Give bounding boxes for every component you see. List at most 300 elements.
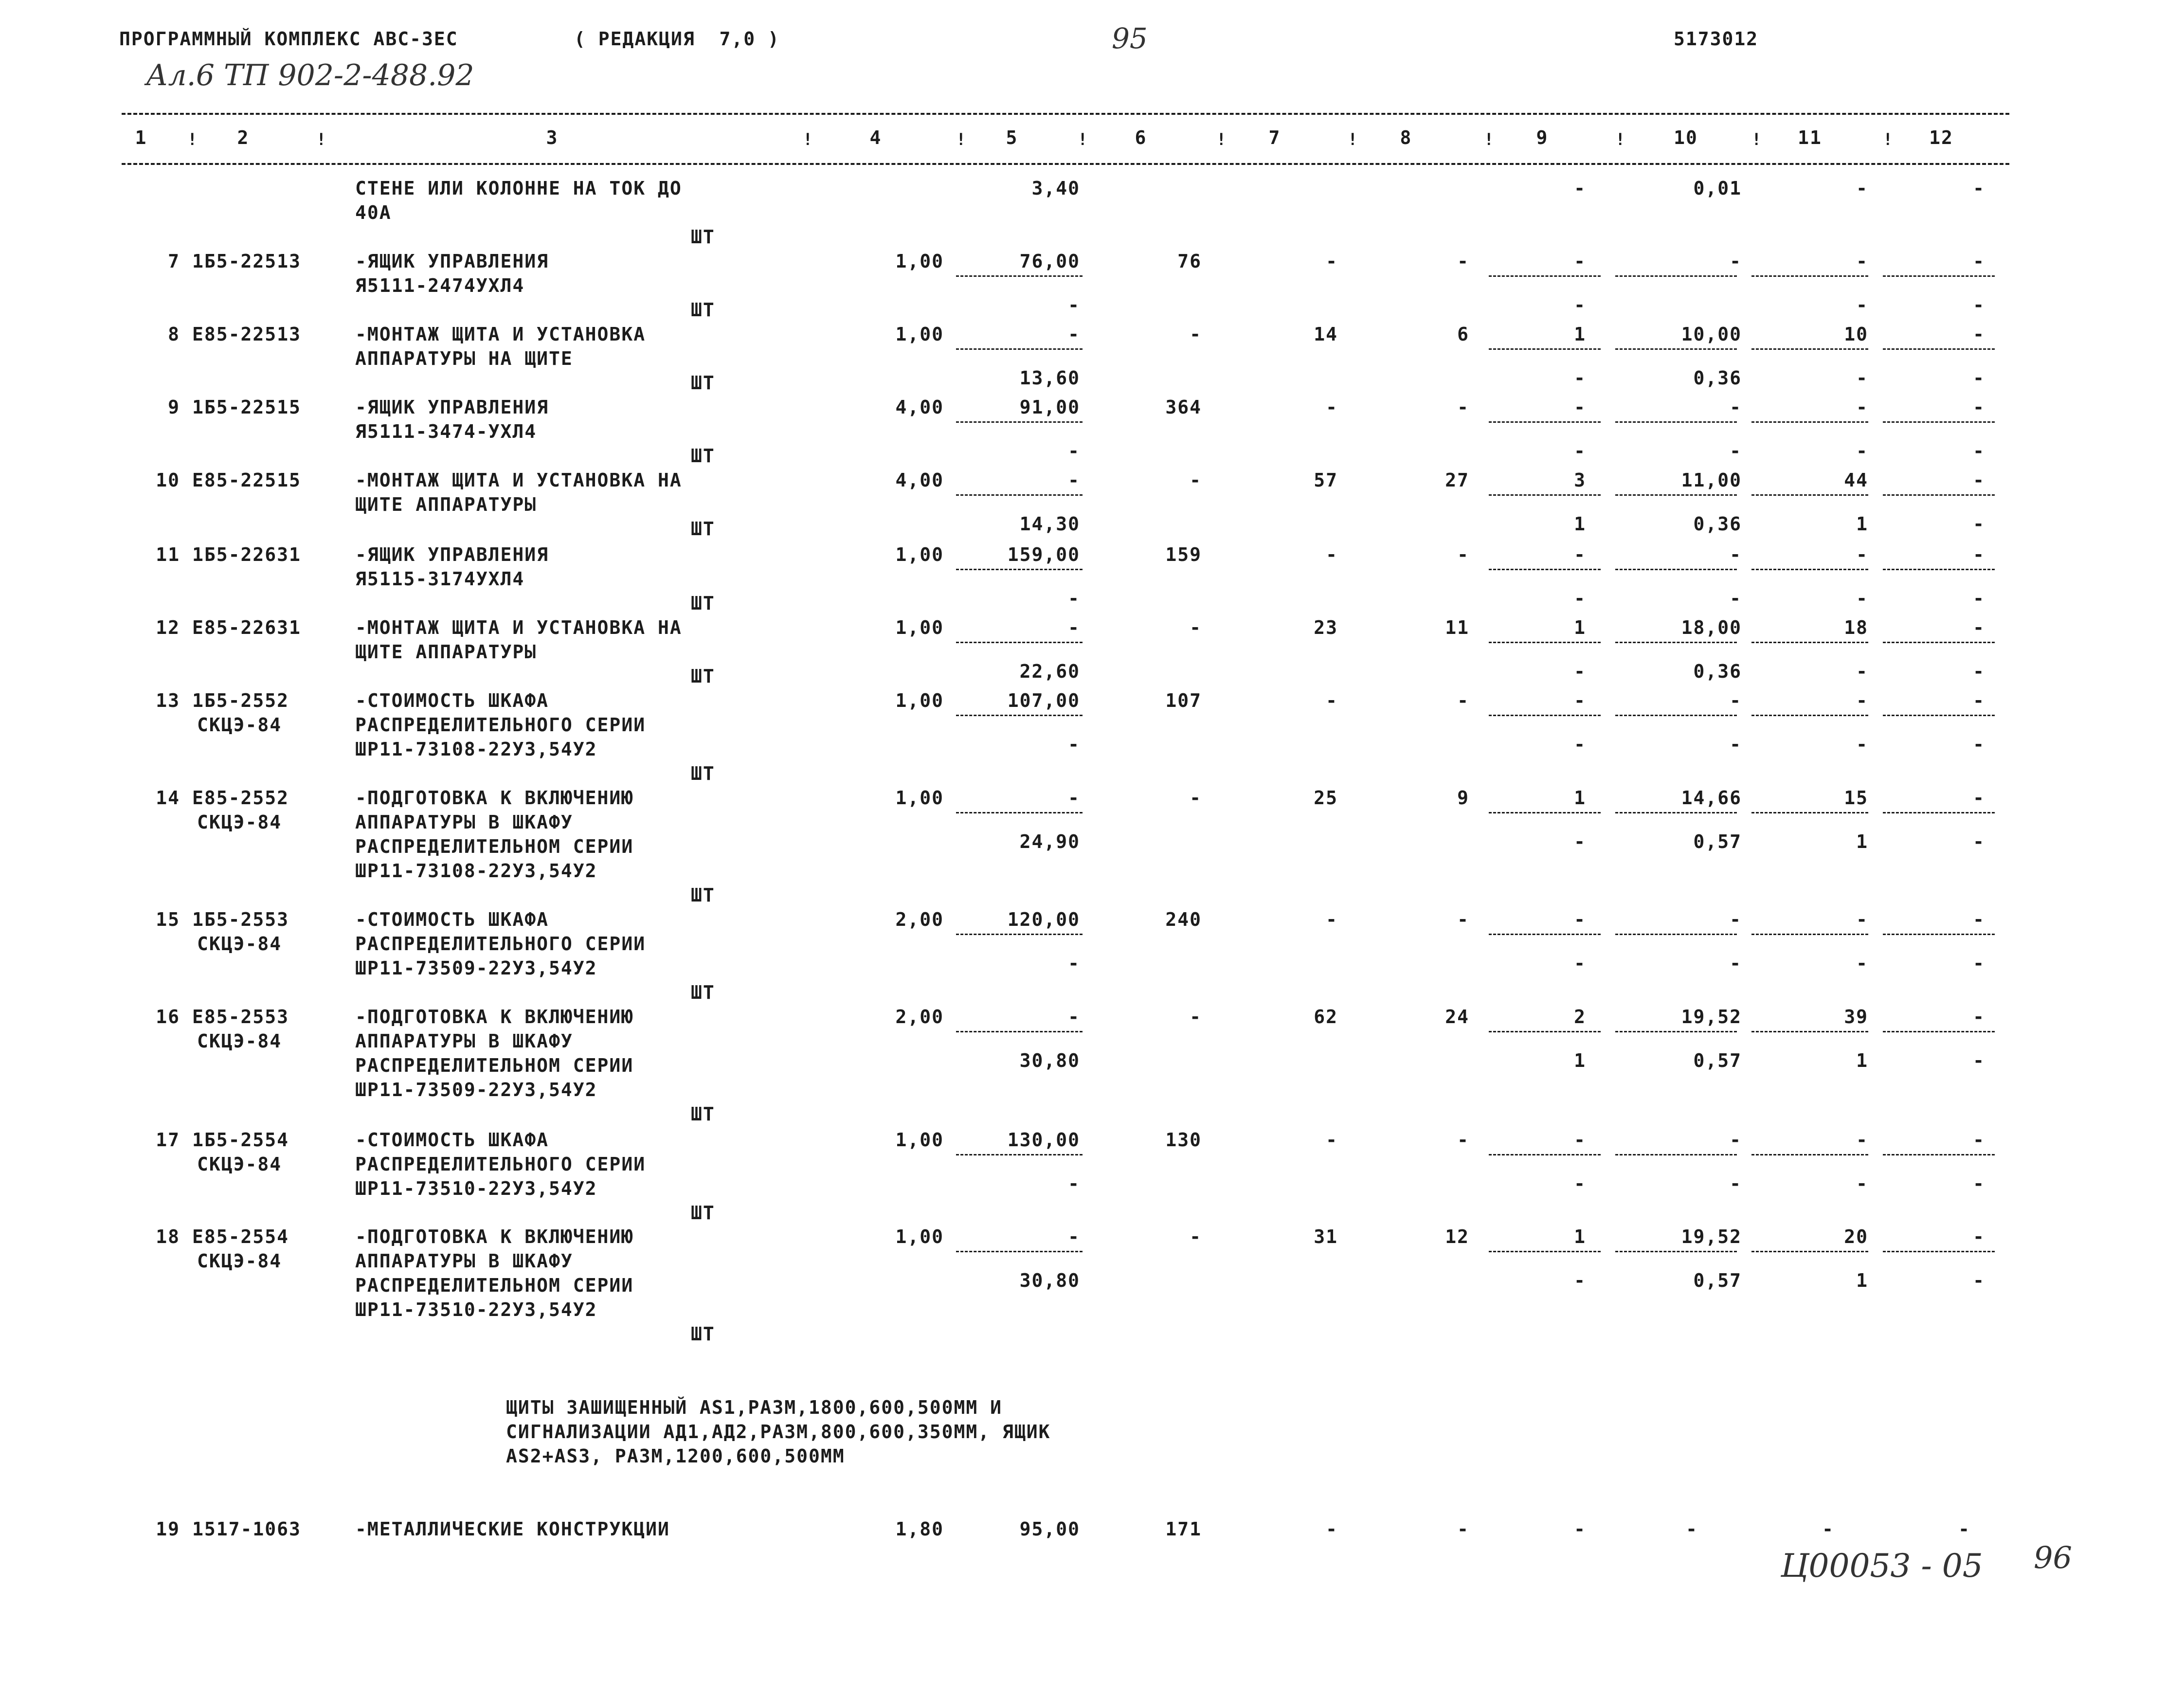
col-12-top: - — [1973, 787, 1985, 809]
dashed-rule — [1883, 1251, 1995, 1252]
col-9-bottom: - — [1574, 1173, 1586, 1194]
column-separator: ! — [956, 130, 967, 149]
unit-price: 3,40 — [1031, 178, 1080, 199]
col-12-top: - — [1973, 1226, 1985, 1247]
dashed-rule — [1751, 715, 1868, 716]
col-8: - — [1457, 251, 1469, 272]
col-10: - — [1686, 1518, 1698, 1540]
unit-label: ШТ — [691, 518, 715, 540]
col-11-bottom: - — [1856, 661, 1868, 682]
column-separator: ! — [187, 130, 199, 149]
unit-price-sub: - — [1068, 734, 1080, 755]
column-header: 4 — [869, 127, 882, 148]
col-10-top: - — [1730, 690, 1742, 711]
dashed-rule — [1751, 1031, 1868, 1032]
column-header: 5 — [1006, 127, 1018, 148]
col-11-top: 18 — [1844, 617, 1868, 638]
total-cost: 364 — [1165, 397, 1202, 418]
row-number: 18 — [156, 1226, 180, 1247]
row-number: 13 — [156, 690, 180, 711]
unit-label: ШТ — [691, 666, 715, 687]
col-12-value: - — [1973, 178, 1985, 199]
total-cost: - — [1190, 1006, 1202, 1028]
col-8: 11 — [1445, 617, 1469, 638]
col-12-top: - — [1973, 251, 1985, 272]
col-7: 31 — [1314, 1226, 1338, 1247]
col-8: 12 — [1445, 1226, 1469, 1247]
unit-price-sub: - — [1068, 294, 1080, 316]
col-11-top: 10 — [1844, 324, 1868, 345]
dashed-rule — [1751, 934, 1868, 935]
dashed-rule — [956, 1251, 1083, 1252]
item-code: Е85-22515 — [192, 469, 301, 491]
quantity: 1,80 — [895, 1518, 944, 1540]
col-10-bottom: 0,57 — [1693, 1270, 1742, 1291]
item-code-secondary: СКЦЭ-84 — [197, 811, 282, 833]
col-10-top: - — [1730, 1129, 1742, 1151]
col-9-bottom: - — [1574, 953, 1586, 974]
col-9-top: - — [1574, 251, 1586, 272]
item-description: ЩИТЕ АППАРАТУРЫ — [355, 641, 537, 663]
col-11-top: 39 — [1844, 1006, 1868, 1028]
item-code-secondary: СКЦЭ-84 — [197, 1154, 282, 1175]
item-description: РАСПРЕДЕЛИТЕЛЬНОГО СЕРИИ — [355, 933, 646, 955]
item-code: 1517-1063 — [192, 1518, 301, 1540]
col-10-value: 0,01 — [1693, 178, 1742, 199]
item-description: ЩИТЕ АППАРАТУРЫ — [355, 494, 537, 515]
column-header: 7 — [1268, 127, 1281, 148]
dashed-rule — [1751, 275, 1868, 277]
col-9-top: - — [1574, 544, 1586, 565]
item-code-secondary: СКЦЭ-84 — [197, 1030, 282, 1052]
sheet-number: 96 — [2034, 1540, 2072, 1575]
col-10-top: 14,66 — [1681, 787, 1742, 809]
col-12-bottom: - — [1973, 953, 1985, 974]
col-9: - — [1574, 1518, 1586, 1540]
dashed-rule — [1883, 715, 1995, 716]
dashed-rule — [1489, 1154, 1601, 1155]
col-11-top: 20 — [1844, 1226, 1868, 1247]
dashed-rule — [1489, 812, 1601, 813]
row-number: 11 — [156, 544, 180, 565]
dashed-rule — [1751, 1154, 1868, 1155]
col-11: - — [1822, 1518, 1834, 1540]
dashed-rule — [1751, 642, 1868, 643]
item-code: 1Б5-2552 — [192, 690, 289, 711]
col-11-value: - — [1856, 178, 1868, 199]
total-cost: 171 — [1165, 1518, 1202, 1540]
item-code: 1Б5-2554 — [192, 1129, 289, 1151]
dashed-rule — [1615, 569, 1737, 570]
col-10-top: - — [1730, 909, 1742, 930]
dashed-rule — [1883, 494, 1995, 496]
dashed-rule — [1489, 1031, 1601, 1032]
col-12: - — [1958, 1518, 1970, 1540]
col-11-top: - — [1856, 1129, 1868, 1151]
dashed-rule — [1615, 421, 1737, 423]
item-description: -СТОИМОСТЬ ШКАФА — [355, 1129, 549, 1151]
column-header: 6 — [1135, 127, 1147, 148]
col-10-top: 11,00 — [1681, 469, 1742, 491]
dashed-rule — [1489, 934, 1601, 935]
dashed-rule — [956, 812, 1083, 813]
item-description: -ПОДГОТОВКА К ВКЛЮЧЕНИЮ — [355, 1006, 634, 1028]
col-12-bottom: - — [1973, 1270, 1985, 1291]
col-12-bottom: - — [1973, 831, 1985, 852]
col-9-top: - — [1574, 397, 1586, 418]
dashed-rule — [1615, 275, 1737, 277]
dashed-rule — [956, 1154, 1083, 1155]
section-note: СИГНАЛИЗАЦИИ АД1,АД2,РАЗМ,800,600,350ММ, ЯЩИК — [506, 1421, 1051, 1443]
col-11-bottom: - — [1856, 367, 1868, 389]
col-11-top: - — [1856, 909, 1868, 930]
col-8: - — [1457, 544, 1469, 565]
dashed-rule — [1489, 275, 1601, 277]
col-10-top: 18,00 — [1681, 617, 1742, 638]
dashed-rule — [956, 934, 1083, 935]
col-9-top: 2 — [1574, 1006, 1586, 1028]
dashed-rule — [1489, 1251, 1601, 1252]
dashed-rule — [1615, 1251, 1737, 1252]
col-11-bottom: - — [1856, 953, 1868, 974]
column-separator: ! — [1078, 130, 1089, 149]
total-cost: 107 — [1165, 690, 1202, 711]
col-10-bottom: 0,36 — [1693, 513, 1742, 535]
col-8: - — [1457, 690, 1469, 711]
col-9-bottom: 1 — [1574, 1050, 1586, 1071]
quantity: 2,00 — [895, 1006, 944, 1028]
item-description: -ЯЩИК УПРАВЛЕНИЯ — [355, 251, 549, 272]
row-number: 15 — [156, 909, 180, 930]
col-9-top: 1 — [1574, 1226, 1586, 1247]
col-12-top: - — [1973, 1129, 1985, 1151]
column-header: 3 — [546, 127, 559, 148]
row-number: 19 — [156, 1518, 180, 1540]
col-12-bottom: - — [1973, 367, 1985, 389]
total-cost: - — [1190, 617, 1202, 638]
col-9-bottom: - — [1574, 294, 1586, 316]
dashed-rule — [1751, 494, 1868, 496]
item-description: Я5115-3174УХЛ4 — [355, 568, 525, 590]
quantity: 1,00 — [895, 324, 944, 345]
dashed-rule — [122, 163, 2009, 165]
row-number: 16 — [156, 1006, 180, 1028]
col-11-top: - — [1856, 397, 1868, 418]
unit-price-sub: - — [1068, 1173, 1080, 1194]
col-11-top: - — [1856, 690, 1868, 711]
dashed-rule — [1489, 494, 1601, 496]
column-separator: ! — [803, 130, 814, 149]
total-cost: - — [1190, 469, 1202, 491]
item-code: 1Б5-22515 — [192, 397, 301, 418]
col-12-top: - — [1973, 690, 1985, 711]
item-code: Е85-2552 — [192, 787, 289, 809]
total-cost: - — [1190, 1226, 1202, 1247]
total-cost: - — [1190, 324, 1202, 345]
col-12-top: - — [1973, 469, 1985, 491]
col-7: 57 — [1314, 469, 1338, 491]
dashed-rule — [1615, 1031, 1737, 1032]
column-separator: ! — [1484, 130, 1495, 149]
item-description: АППАРАТУРЫ НА ЩИТЕ — [355, 348, 573, 369]
dashed-rule — [1883, 275, 1995, 277]
quantity: 1,00 — [895, 787, 944, 809]
item-code-secondary: СКЦЭ-84 — [197, 714, 282, 736]
col-9-top: - — [1574, 1129, 1586, 1151]
dashed-rule — [1615, 1154, 1737, 1155]
col-9-top: - — [1574, 909, 1586, 930]
col-9-bottom: - — [1574, 661, 1586, 682]
dashed-rule — [1615, 494, 1737, 496]
item-description: -СТОИМОСТЬ ШКАФА — [355, 909, 549, 930]
col-12-bottom: - — [1973, 440, 1985, 462]
dashed-rule — [956, 494, 1083, 496]
column-header: 10 — [1674, 127, 1698, 148]
col-12-top: - — [1973, 397, 1985, 418]
item-description: ШР11-73108-22У3,54У2 — [355, 739, 597, 760]
col-10-bottom: - — [1730, 953, 1742, 974]
dashed-rule — [1615, 812, 1737, 813]
unit-price: 76,00 — [1019, 251, 1080, 272]
unit-label: ШТ — [691, 1323, 715, 1345]
col-10-bottom: - — [1730, 734, 1742, 755]
col-8: - — [1457, 397, 1469, 418]
col-11-top: 44 — [1844, 469, 1868, 491]
quantity: 2,00 — [895, 909, 944, 930]
col-7: - — [1326, 909, 1338, 930]
dashed-rule — [956, 569, 1083, 570]
col-11-bottom: 1 — [1856, 513, 1868, 535]
dashed-rule — [1883, 421, 1995, 423]
row-number: 9 — [168, 397, 180, 418]
unit-price-sub: 14,30 — [1019, 513, 1080, 535]
unit-label: ШТ — [691, 226, 715, 248]
row-number: 7 — [168, 251, 180, 272]
col-7: 25 — [1314, 787, 1338, 809]
col-9-bottom: - — [1574, 1270, 1586, 1291]
unit-price: 107,00 — [1007, 690, 1080, 711]
total-cost: 130 — [1165, 1129, 1202, 1151]
col-12-top: - — [1973, 617, 1985, 638]
dashed-rule — [1883, 569, 1995, 570]
col-12-top: - — [1973, 909, 1985, 930]
col-9-top: 1 — [1574, 324, 1586, 345]
dashed-rule — [956, 421, 1083, 423]
col-8: - — [1457, 1129, 1469, 1151]
col-12-bottom: - — [1973, 1050, 1985, 1071]
col-10-top: 19,52 — [1681, 1006, 1742, 1028]
item-description: -СТОИМОСТЬ ШКАФА — [355, 690, 549, 711]
quantity: 1,00 — [895, 1226, 944, 1247]
dashed-rule — [1615, 715, 1737, 716]
item-description: СТЕНЕ ИЛИ КОЛОННЕ НА ТОК ДО — [355, 178, 682, 199]
col-8: - — [1457, 909, 1469, 930]
col-12-bottom: - — [1973, 661, 1985, 682]
quantity: 1,00 — [895, 544, 944, 565]
item-description: РАСПРЕДЕЛИТЕЛЬНОМ СЕРИИ — [355, 1055, 634, 1076]
column-separator: ! — [1216, 130, 1227, 149]
col-8: 9 — [1457, 787, 1469, 809]
col-11-bottom: - — [1856, 734, 1868, 755]
col-9-top: 1 — [1574, 787, 1586, 809]
dashed-rule — [1489, 348, 1601, 350]
col-12-bottom: - — [1973, 1173, 1985, 1194]
row-number: 14 — [156, 787, 180, 809]
item-description: Я5111-2474УХЛ4 — [355, 275, 525, 296]
unit-price: - — [1068, 1226, 1080, 1247]
quantity: 4,00 — [895, 397, 944, 418]
column-header: 1 — [135, 127, 147, 148]
col-9-top: 3 — [1574, 469, 1586, 491]
column-header: 8 — [1400, 127, 1412, 148]
col-11-bottom: - — [1856, 1173, 1868, 1194]
col-7: - — [1326, 1129, 1338, 1151]
col-7: 14 — [1314, 324, 1338, 345]
col-7: - — [1326, 544, 1338, 565]
col-12-top: - — [1973, 1006, 1985, 1028]
item-description: ШР11-73509-22У3,54У2 — [355, 957, 597, 979]
col-10-bottom: - — [1730, 588, 1742, 609]
item-code: Е85-2554 — [192, 1226, 289, 1247]
unit-price: - — [1068, 324, 1080, 345]
unit-price-sub: 22,60 — [1019, 661, 1080, 682]
unit-price-sub: - — [1068, 953, 1080, 974]
dashed-rule — [1489, 715, 1601, 716]
column-separator: ! — [1348, 130, 1359, 149]
dashed-rule — [1883, 934, 1995, 935]
item-description: -МОНТАЖ ЩИТА И УСТАНОВКА НА — [355, 617, 682, 638]
unit-label: ШТ — [691, 763, 715, 784]
unit-label: ШТ — [691, 1202, 715, 1224]
item-code: Е85-22513 — [192, 324, 301, 345]
col-12-bottom: - — [1973, 734, 1985, 755]
unit-label: ШТ — [691, 1103, 715, 1125]
col-8: 6 — [1457, 324, 1469, 345]
footer-stamp: Ц00053 - 05 — [1781, 1547, 1983, 1585]
item-description: АППАРАТУРЫ В ШКАФУ — [355, 1250, 573, 1272]
unit-price: - — [1068, 787, 1080, 809]
unit-label: ШТ — [691, 372, 715, 394]
dashed-rule — [1615, 348, 1737, 350]
quantity: 4,00 — [895, 469, 944, 491]
col-7: - — [1326, 397, 1338, 418]
col-10-top: 19,52 — [1681, 1226, 1742, 1247]
column-header: 11 — [1798, 127, 1822, 148]
col-11-top: 15 — [1844, 787, 1868, 809]
item-description: -МОНТАЖ ЩИТА И УСТАНОВКА НА — [355, 469, 682, 491]
item-description: -ПОДГОТОВКА К ВКЛЮЧЕНИЮ — [355, 1226, 634, 1247]
quantity: 1,00 — [895, 1129, 944, 1151]
dashed-rule — [1751, 812, 1868, 813]
unit-price: 95,00 — [1019, 1518, 1080, 1540]
column-separator: ! — [316, 130, 327, 149]
col-10-top: - — [1730, 544, 1742, 565]
dashed-rule — [956, 275, 1083, 277]
col-9-top: - — [1574, 690, 1586, 711]
col-10-bottom: 0,57 — [1693, 831, 1742, 852]
handwritten-reference: Ал.6 ТП 902-2-488.92 — [146, 58, 474, 92]
item-description: 40А — [355, 202, 392, 223]
unit-price: - — [1068, 469, 1080, 491]
dashed-rule — [1615, 934, 1737, 935]
col-10-bottom: - — [1730, 440, 1742, 462]
dashed-rule — [1883, 348, 1995, 350]
col-12-bottom: - — [1973, 588, 1985, 609]
dashed-rule — [1489, 421, 1601, 423]
unit-label: ШТ — [691, 593, 715, 614]
column-separator: ! — [1615, 130, 1626, 149]
row-number: 17 — [156, 1129, 180, 1151]
unit-label: ШТ — [691, 884, 715, 906]
item-description: Я5111-3474-УХЛ4 — [355, 421, 537, 442]
col-11-bottom: 1 — [1856, 1050, 1868, 1071]
col-11-top: - — [1856, 544, 1868, 565]
unit-price-sub: - — [1068, 440, 1080, 462]
item-code-secondary: СКЦЭ-84 — [197, 933, 282, 955]
item-description: АППАРАТУРЫ В ШКАФУ — [355, 1030, 573, 1052]
dashed-rule — [1883, 1154, 1995, 1155]
unit-label: ШТ — [691, 299, 715, 321]
col-11-bottom: - — [1856, 588, 1868, 609]
col-7: - — [1326, 251, 1338, 272]
col-8: 24 — [1445, 1006, 1469, 1028]
item-description: ШР11-73510-22У3,54У2 — [355, 1299, 597, 1320]
col-10-bottom: 0,57 — [1693, 1050, 1742, 1071]
column-header: 9 — [1536, 127, 1549, 148]
row-number: 12 — [156, 617, 180, 638]
dashed-rule — [956, 1031, 1083, 1032]
total-cost: - — [1190, 787, 1202, 809]
document-code: 5173012 — [1674, 28, 1759, 50]
col-11-bottom: 1 — [1856, 1270, 1868, 1291]
page-number: 95 — [1112, 22, 1148, 55]
unit-price: 120,00 — [1007, 909, 1080, 930]
dashed-rule — [1883, 642, 1995, 643]
col-11-top: - — [1856, 251, 1868, 272]
row-number: 8 — [168, 324, 180, 345]
col-10-top: - — [1730, 251, 1742, 272]
quantity: 1,00 — [895, 251, 944, 272]
col-10-top: - — [1730, 397, 1742, 418]
quantity: 1,00 — [895, 617, 944, 638]
col-10-bottom: 0,36 — [1693, 367, 1742, 389]
item-description: -МЕТАЛЛИЧЕСКИЕ КОНСТРУКЦИИ — [355, 1518, 670, 1540]
col-10-bottom: 0,36 — [1693, 661, 1742, 682]
column-header: 2 — [237, 127, 250, 148]
item-code: 1Б5-22513 — [192, 251, 301, 272]
col-9-bottom: - — [1574, 367, 1586, 389]
col-9-bottom: 1 — [1574, 513, 1586, 535]
col-9-bottom: - — [1574, 440, 1586, 462]
item-code: Е85-22631 — [192, 617, 301, 638]
col-7: 62 — [1314, 1006, 1338, 1028]
item-description: РАСПРЕДЕЛИТЕЛЬНОМ СЕРИИ — [355, 1275, 634, 1296]
unit-price: 130,00 — [1007, 1129, 1080, 1151]
item-description: -МОНТАЖ ЩИТА И УСТАНОВКА — [355, 324, 646, 345]
col-11-bottom: - — [1856, 440, 1868, 462]
unit-price: 91,00 — [1019, 397, 1080, 418]
section-note: AS2+AS3, РАЗМ,1200,600,500ММ — [506, 1445, 845, 1467]
row-number: 10 — [156, 469, 180, 491]
item-description: ШР11-73509-22У3,54У2 — [355, 1079, 597, 1100]
unit-price: - — [1068, 617, 1080, 638]
col-9-top: 1 — [1574, 617, 1586, 638]
dashed-rule — [1489, 642, 1601, 643]
item-description: -ПОДГОТОВКА К ВКЛЮЧЕНИЮ — [355, 787, 634, 809]
item-description: РАСПРЕДЕЛИТЕЛЬНОМ СЕРИИ — [355, 836, 634, 857]
item-code: 1Б5-22631 — [192, 544, 301, 565]
col-8: - — [1457, 1518, 1469, 1540]
